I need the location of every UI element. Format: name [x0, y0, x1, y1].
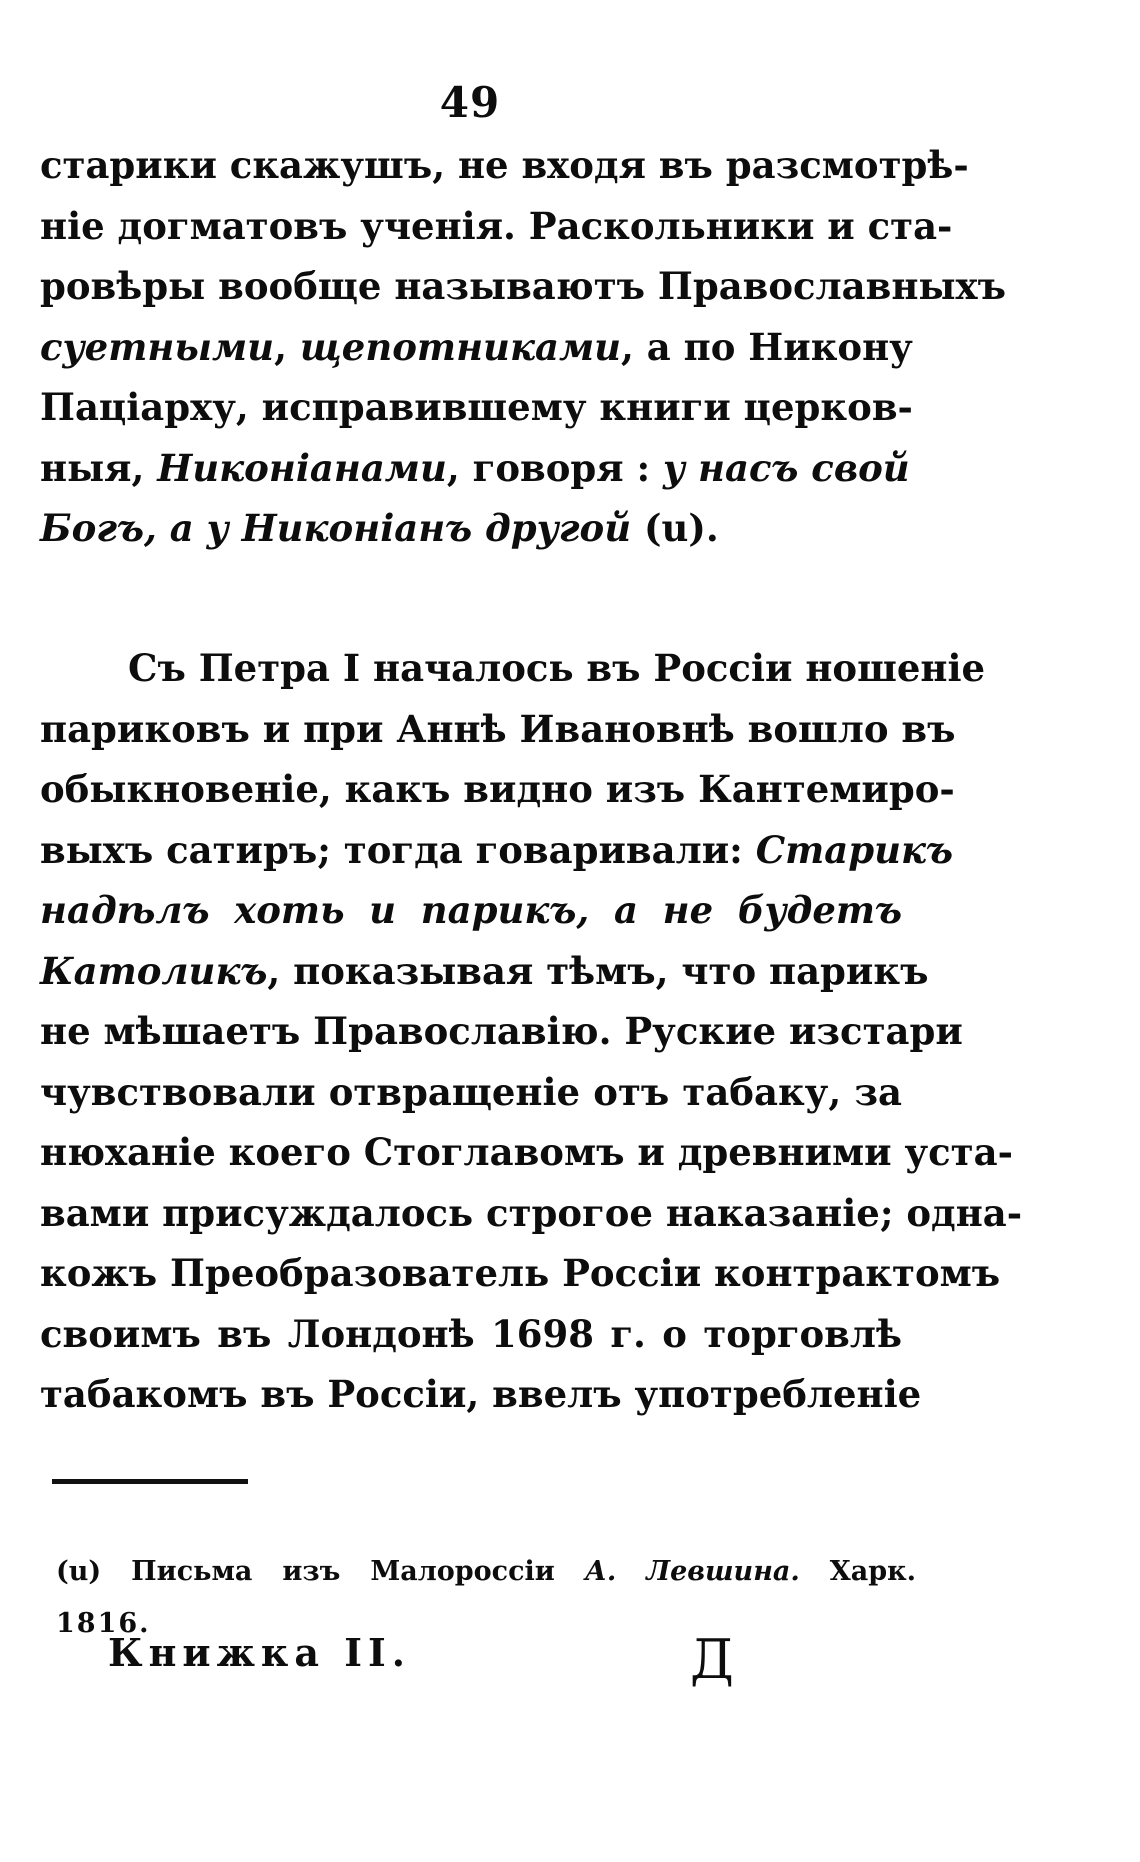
- text-line: [40, 699, 956, 760]
- text-line: [40, 377, 913, 438]
- footnote-line: [56, 1546, 916, 1598]
- footnote-divider: [52, 1479, 248, 1484]
- text-line: [40, 1001, 963, 1062]
- text-run: Паціарху, исправившему книги церков-: [40, 385, 913, 429]
- text-run: не мѣшаетъ Православію. Руские изстари: [40, 1009, 963, 1053]
- text-run: , а по Никону: [621, 324, 913, 369]
- text-line: [40, 438, 910, 499]
- footnote-text: Харк.: [799, 1556, 916, 1587]
- text-line: [40, 880, 902, 941]
- text-run: ныя,: [40, 445, 158, 490]
- text-line: [40, 135, 969, 196]
- text-run: париковъ и при Аннѣ Ивановнѣ вошло въ: [40, 706, 956, 751]
- printer-signature: Книжка II.: [108, 1630, 412, 1675]
- text-run: Съ Петра I началось въ Россіи ношеніе: [128, 646, 986, 690]
- footnote-author: А. Левшина.: [584, 1556, 800, 1587]
- text-line: [40, 498, 902, 559]
- text-line: [40, 196, 953, 257]
- text-line: [40, 1062, 902, 1123]
- text-run: ,: [274, 324, 300, 369]
- text-line: [40, 1122, 1013, 1183]
- text-run: обыкновеніе, какъ видно изъ Кантемиро-: [40, 767, 955, 811]
- text-line: [40, 1183, 1023, 1244]
- text-line: [40, 256, 1006, 317]
- italic-run: у насъ свой: [663, 445, 910, 490]
- footnote-year: 1816.: [56, 1608, 151, 1639]
- text-run: табакомъ въ Россіи, ввелъ употребленіе: [40, 1372, 922, 1416]
- text-run: чувствовали отвращеніе отъ табаку, за: [40, 1069, 902, 1114]
- paragraph-2: [40, 638, 1023, 1425]
- italic-run: Католикъ: [40, 948, 268, 993]
- italic-run: щепотниками: [299, 324, 622, 369]
- text-run: (u).: [631, 506, 719, 550]
- text-line: [40, 317, 913, 378]
- text-run: своимъ въ Лондонѣ 1698 г. о торговлѣ: [40, 1311, 902, 1356]
- italic-run: Никоніанами: [157, 445, 447, 490]
- text-line: [40, 759, 955, 820]
- text-run: нюханіе коего Стоглавомъ и древними уста-: [40, 1130, 1013, 1174]
- footnote-text: Письма изъ Малороссіи: [101, 1556, 585, 1587]
- footnote-marker: (u): [56, 1556, 102, 1587]
- text-line: [40, 638, 986, 699]
- text-run: ніе догматовъ ученія. Раскольники и ста-: [40, 203, 953, 248]
- text-line: [40, 820, 953, 881]
- paragraph-1: [40, 135, 1006, 559]
- italic-run: надѣлъ хоть и парикъ, а не будетъ: [40, 888, 902, 932]
- text-line: [40, 1364, 922, 1425]
- italic-run: Богъ, а у Никоніанъ другой: [40, 506, 632, 550]
- text-run: старики скажушъ, не входя въ разсмотрѣ-: [40, 143, 969, 187]
- text-line: [40, 1304, 902, 1365]
- signature-mark: Д: [690, 1628, 734, 1691]
- italic-run: Старикъ: [755, 827, 953, 872]
- text-run: ровѣры вообще называютъ Православныхъ: [40, 264, 1006, 308]
- text-run: выхъ сатиръ; тогда говаривали:: [40, 827, 756, 872]
- text-line: [40, 941, 929, 1002]
- text-line: [40, 1243, 1001, 1304]
- page-number: 49: [439, 78, 501, 127]
- text-run: , показывая тѣмъ, что парикъ: [267, 948, 929, 993]
- text-run: кожъ Преобразователь Россіи контрактомъ: [40, 1251, 1001, 1295]
- italic-run: суетными: [40, 324, 275, 369]
- text-run: вами присуждалось строгое наказаніе; одна-: [40, 1190, 1023, 1235]
- text-run: , говоря :: [446, 445, 664, 490]
